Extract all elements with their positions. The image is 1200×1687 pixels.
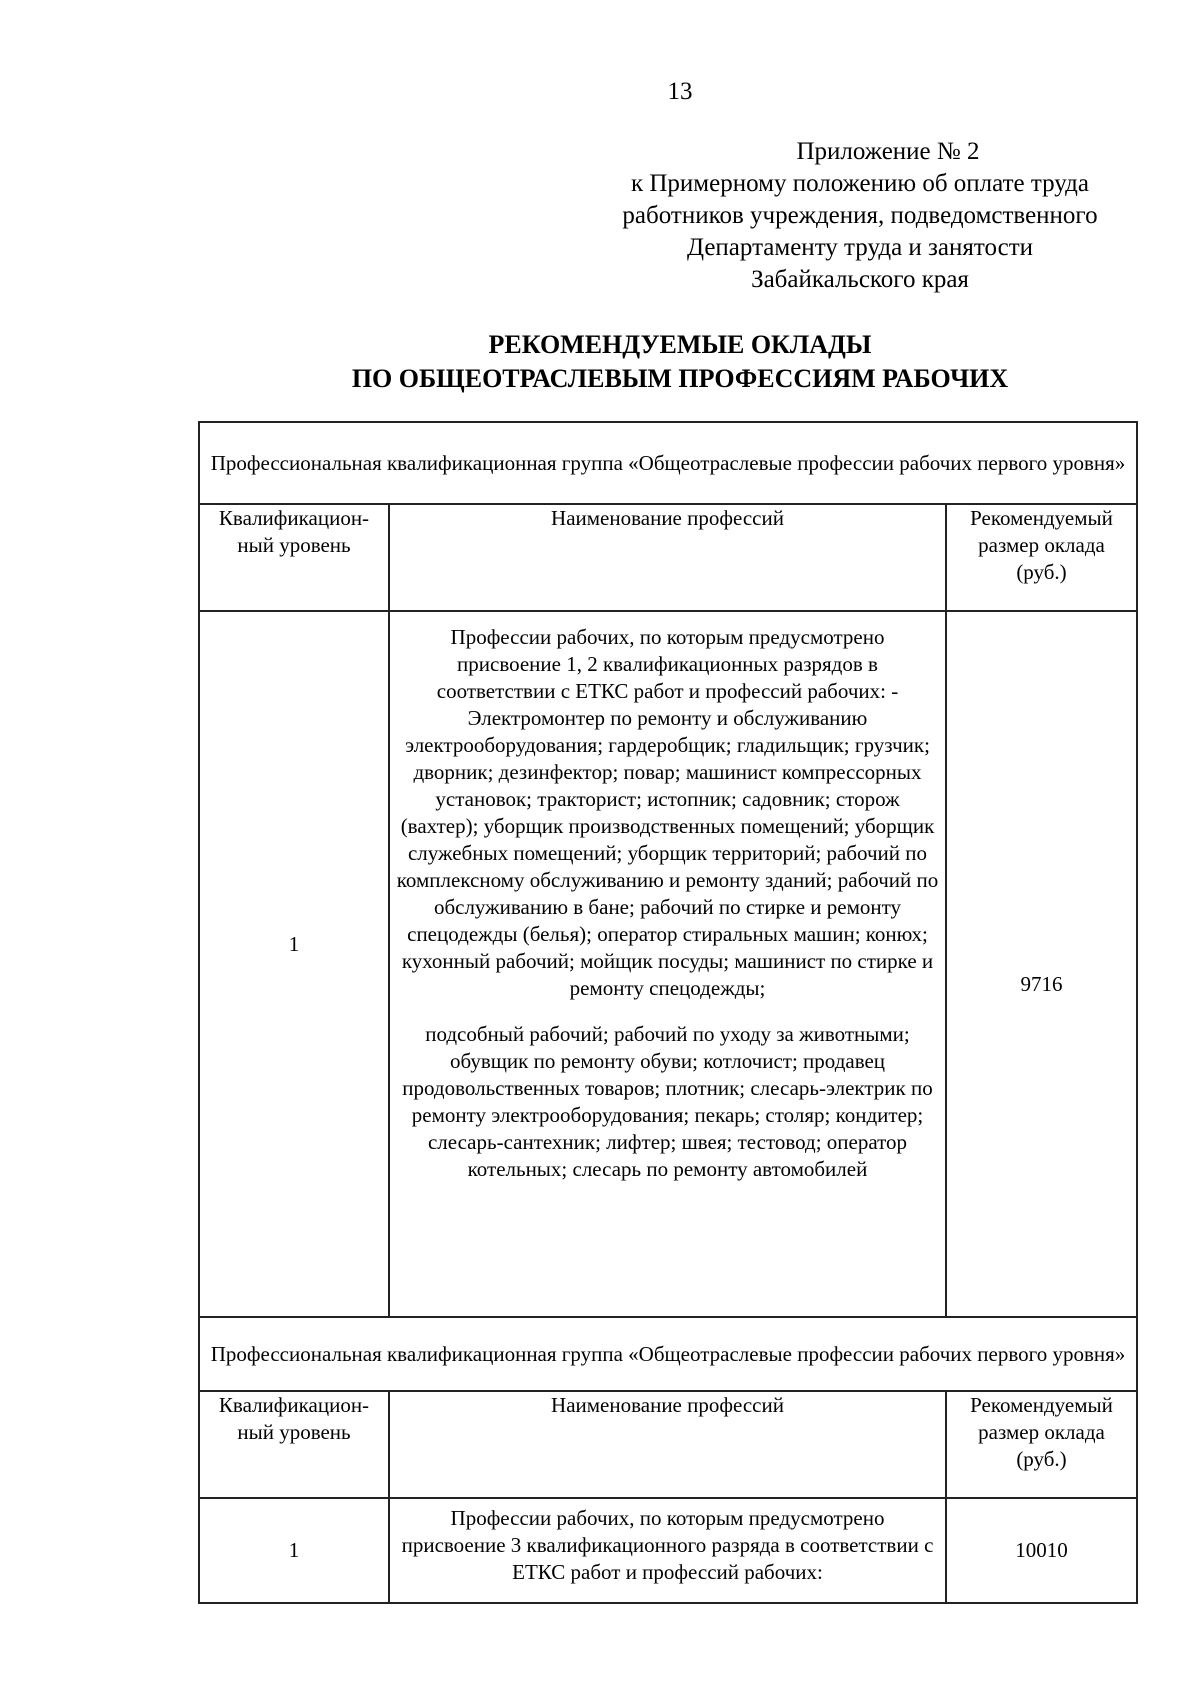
document-title [150,328,1200,396]
table-header-row [199,504,1137,611]
annex-line: к Примерному положению об оплате труда [630,170,1090,197]
header-level: Квалификацион-ный уровень [199,504,389,611]
annex-line: Забайкальского края [751,266,969,293]
table-row [199,1498,1137,1603]
salary-cell: 9716 [946,611,1137,1317]
header-level: Квалификацион-ный уровень [199,1391,389,1498]
salary-cell: 10010 [946,1498,1137,1603]
table-header-row [199,1391,1137,1498]
annex-line: Приложение № 2 [796,138,980,165]
professions-cell [389,611,946,1317]
level-cell: 1 [199,1498,389,1603]
header-salary: Рекомендуемый размер оклада (руб.) [946,1391,1137,1498]
group-title-cell: Профессиональная квалификационная группа «Общеотраслевые профессии рабочих первого уровня» [199,422,1137,504]
title-line: РЕКОМЕНДУЕМЫЕ ОКЛАДЫ [488,330,872,359]
header-names: Наименование профессий [389,1391,946,1498]
group-title-row [199,422,1137,504]
salary-table [198,421,1138,1604]
header-salary: Рекомендуемый размер оклада (руб.) [946,504,1137,611]
annex-line: работников учреждения, подведомственного [622,202,1098,229]
title-line: ПО ОБЩЕОТРАСЛЕВЫМ ПРОФЕССИЯМ РАБОЧИХ [351,364,1009,393]
professions-paragraph: Профессии рабочих, по которым предусмотрено присвоение 1, 2 квалификационных разрядов в соответствии с ЕТКС работ и профессий рабочих: - Электромонтер по ремонту и обслуживанию электрооборудования; гардеробщик; гладильщик; грузчик; дворник; дезинфектор; повар; машинист компрессорных установок; тракторист; истопник; садовник; сторож (вахтер); уборщик производственных помещений; уборщик служебных помещений; уборщик территорий; рабочий по комплексному обслуживанию и ремонту зданий; рабочий по обслуживанию в бане; рабочий по стирке и ремонту спецодежды (белья); оператор стиральных машин; конюх; кухонный рабочий; мойщик посуды; машинист по стирке и ремонту спецодежды; [396,625,939,1000]
level-cell: 1 [199,611,389,1317]
professions-paragraph: Профессии рабочих, по которым предусмотрено присвоение 3 квалификационного разряда в соответствии с ЕТКС работ и профессий рабочих: [401,1506,934,1584]
header-names: Наименование профессий [389,504,946,611]
professions-cell [389,1498,946,1603]
page-number: 13 [667,78,693,105]
annex-line: Департаменту труда и занятости [686,234,1034,261]
group-title-row [199,1317,1137,1391]
annex-header [560,136,1160,296]
group-title-cell: Профессиональная квалификационная группа «Общеотраслевые профессии рабочих первого уровня» [199,1317,1137,1391]
professions-paragraph: подсобный рабочий; рабочий по уходу за животными; обувщик по ремонту обуви; котлочист; продавец продовольственных товаров; плотник; слесарь-электрик по ремонту электрооборудования; пекарь; столяр; кондитер; слесарь-сантехник; лифтер; швея; тестовод; оператор котельных; слесарь по ремонту автомобилей [402,1022,933,1181]
table-row [199,611,1137,1317]
